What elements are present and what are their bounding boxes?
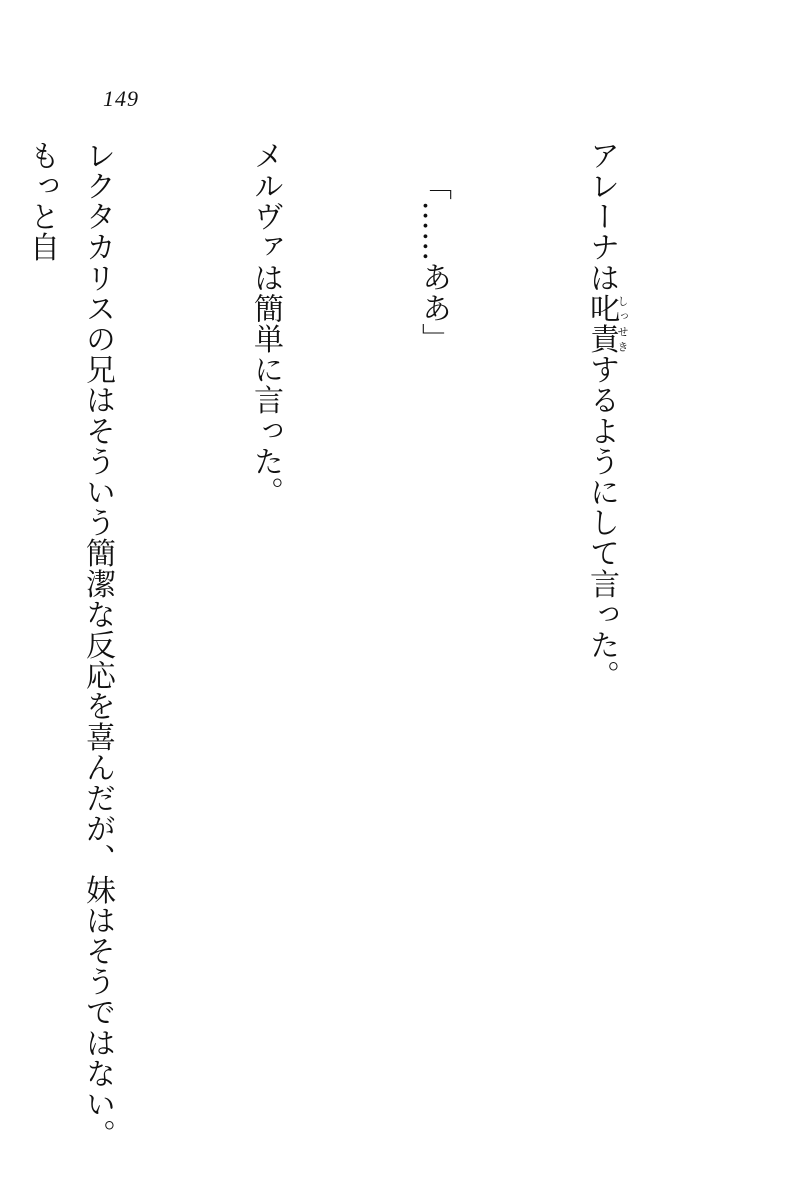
line-1-end: するようにして言った。 <box>584 354 619 691</box>
page-number: 149 <box>103 86 139 111</box>
ruby-base: 叱責 <box>584 293 619 355</box>
ruby-shisseki <box>584 293 629 355</box>
line-1-start: アレーナは <box>584 140 619 293</box>
text-line-2: 「……ああ」 <box>416 170 451 354</box>
text-line-1 <box>573 140 629 1150</box>
ruby-reading: しっせき <box>616 293 629 355</box>
text-line-4: レクタカリスの兄はそういう簡潔な反応を喜んだが、妹はそうではない。もっと自 <box>24 140 115 1150</box>
vertical-text-body <box>0 140 741 1150</box>
text-line-3: メルヴァは簡単に言った。 <box>248 140 283 508</box>
